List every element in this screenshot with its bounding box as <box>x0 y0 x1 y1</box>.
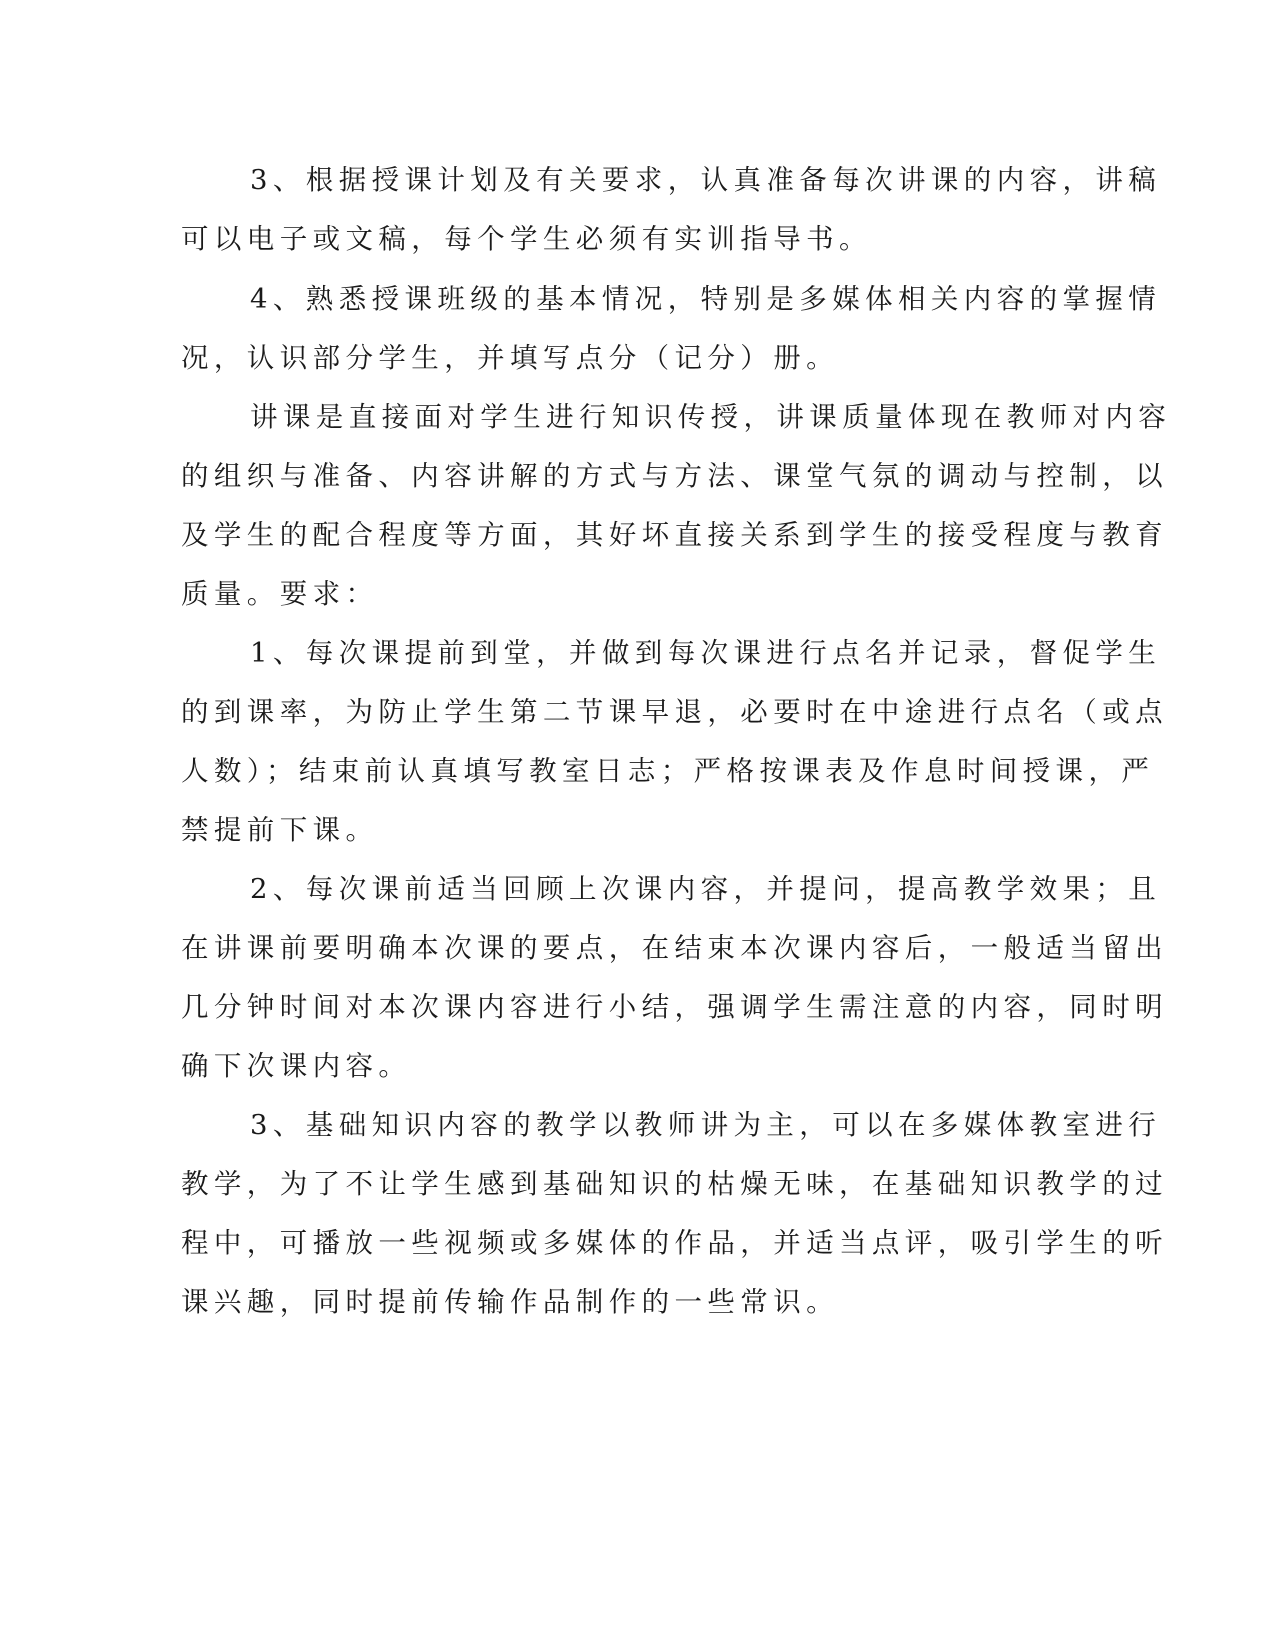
paragraph-6-line-4: 课兴趣，同时提前传输作品制作的一些常识。 <box>181 1286 839 1318</box>
paragraph-6-line-3: 程中，可播放一些视频或多媒体的作品，并适当点评，吸引学生的听 <box>181 1227 1168 1259</box>
paragraph-4-line-1: 1、每次课提前到堂，并做到每次课进行点名并记录，督促学生 <box>250 637 1162 669</box>
paragraph-5-line-1: 2、每次课前适当回顾上次课内容，并提问，提高教学效果；且 <box>250 873 1162 905</box>
paragraph-2-line-2: 况，认识部分学生，并填写点分（记分）册。 <box>181 342 839 374</box>
paragraph-4-line-3: 人数）；结束前认真填写教室日志；严格按课表及作息时间授课，严 <box>181 755 1155 787</box>
paragraph-1-line-2: 可以电子或文稿，每个学生必须有实训指导书。 <box>181 223 872 255</box>
paragraph-6-line-1: 3、基础知识内容的教学以教师讲为主，可以在多媒体教室进行 <box>250 1109 1162 1141</box>
paragraph-1-line-1: 3、根据授课计划及有关要求，认真准备每次讲课的内容，讲稿 <box>250 164 1162 196</box>
paragraph-3-line-1: 讲课是直接面对学生进行知识传授，讲课质量体现在教师对内容 <box>250 401 1172 433</box>
paragraph-5-line-3: 几分钟时间对本次课内容进行小结，强调学生需注意的内容，同时明 <box>181 991 1168 1023</box>
paragraph-3-line-3: 及学生的配合程度等方面，其好坏直接关系到学生的接受程度与教育 <box>181 519 1168 551</box>
paragraph-4-line-4: 禁提前下课。 <box>181 814 379 846</box>
paragraph-5-line-2: 在讲课前要明确本次课的要点，在结束本次课内容后，一般适当留出 <box>181 932 1168 964</box>
paragraph-2-line-1: 4、熟悉授课班级的基本情况，特别是多媒体相关内容的掌握情 <box>250 283 1162 315</box>
paragraph-6-line-2: 教学，为了不让学生感到基础知识的枯燥无味，在基础知识教学的过 <box>181 1168 1168 1200</box>
paragraph-3-line-4: 质量。要求： <box>181 578 379 610</box>
paragraph-5-line-4: 确下次课内容。 <box>181 1050 412 1082</box>
paragraph-4-line-2: 的到课率，为防止学生第二节课早退，必要时在中途进行点名（或点 <box>181 696 1168 728</box>
paragraph-3-line-2: 的组织与准备、内容讲解的方式与方法、课堂气氛的调动与控制，以 <box>181 460 1168 492</box>
